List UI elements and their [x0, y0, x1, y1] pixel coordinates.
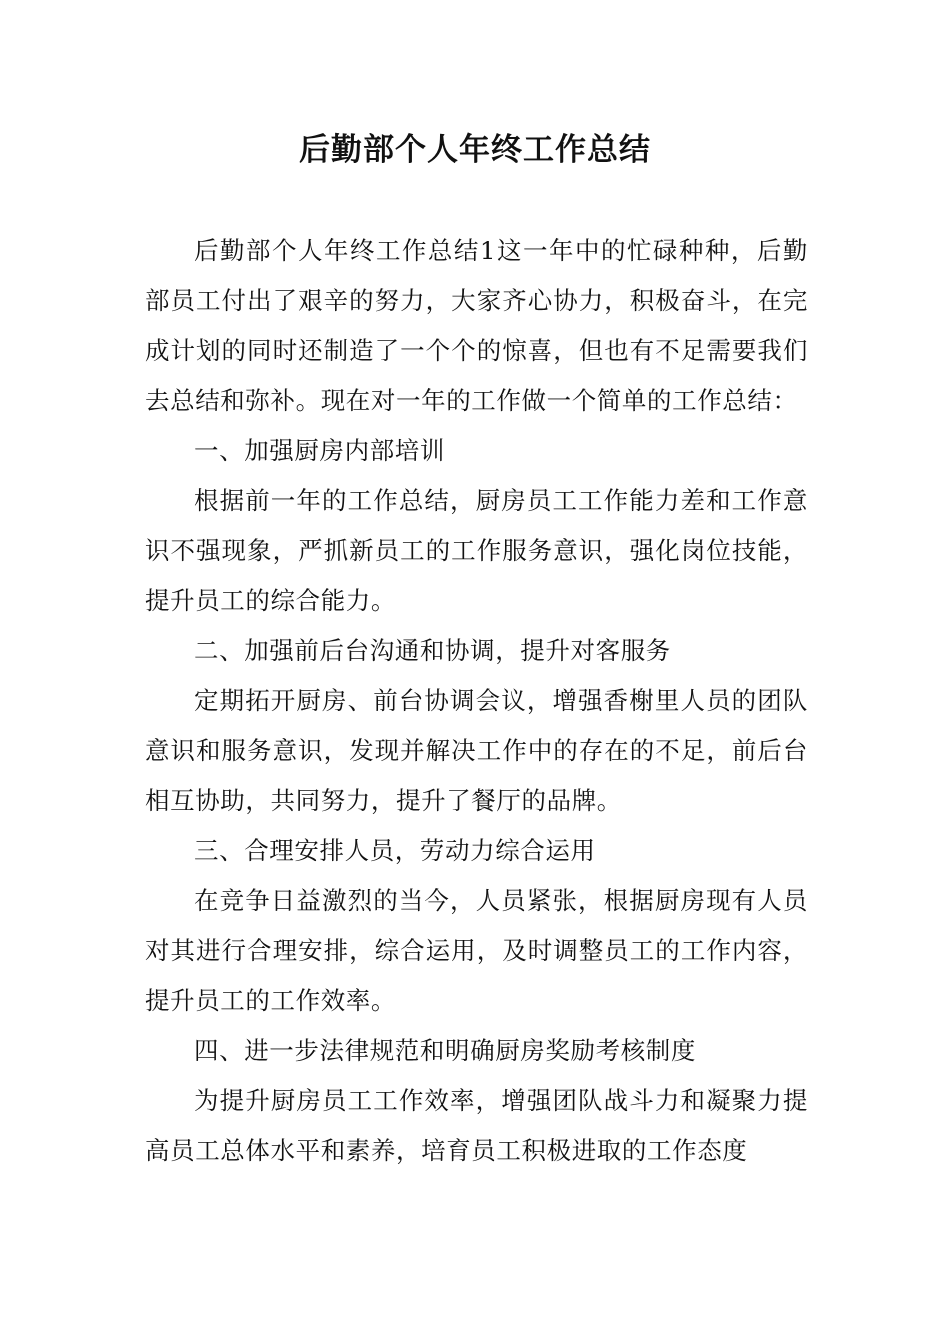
- intro-paragraph: 后勤部个人年终工作总结1这一年中的忙碌种种，后勤部员工付出了艰辛的努力，大家齐心协力，积极奋斗，在完成计划的同时还制造了一个个的惊喜，但也有不足需要我们去总结和弥补。现在对一年的工作做一个简单的工作总结：: [145, 236, 808, 415]
- section-heading-1: 一、加强厨房内部培训: [194, 436, 445, 465]
- section-body-4: 为提升厨房员工工作效率，增强团队战斗力和凝聚力提高员工总体水平和素养，培育员工积极进取的工作态度: [145, 1086, 808, 1165]
- document-body: [145, 226, 808, 1176]
- section-heading-2: 二、加强前后台沟通和协调，提升对客服务: [194, 636, 671, 665]
- section-body-3: 在竞争日益激烈的当今，人员紧张，根据厨房现有人员对其进行合理安排，综合运用，及时调整员工的工作内容，提升员工的工作效率。: [145, 886, 808, 1015]
- section-body-2: 定期拓开厨房、前台协调会议，增强香榭里人员的团队意识和服务意识，发现并解决工作中的存在的不足，前后台相互协助，共同努力，提升了餐厅的品牌。: [145, 686, 808, 815]
- section-heading-3: 三、合理安排人员，劳动力综合运用: [194, 836, 596, 865]
- section-body-1: 根据前一年的工作总结，厨房员工工作能力差和工作意识不强现象，严抓新员工的工作服务意识，强化岗位技能，提升员工的综合能力。: [145, 486, 808, 615]
- document-title: 后勤部个人年终工作总结: [299, 132, 651, 168]
- section-heading-4: 四、进一步法律规范和明确厨房奖励考核制度: [194, 1036, 696, 1065]
